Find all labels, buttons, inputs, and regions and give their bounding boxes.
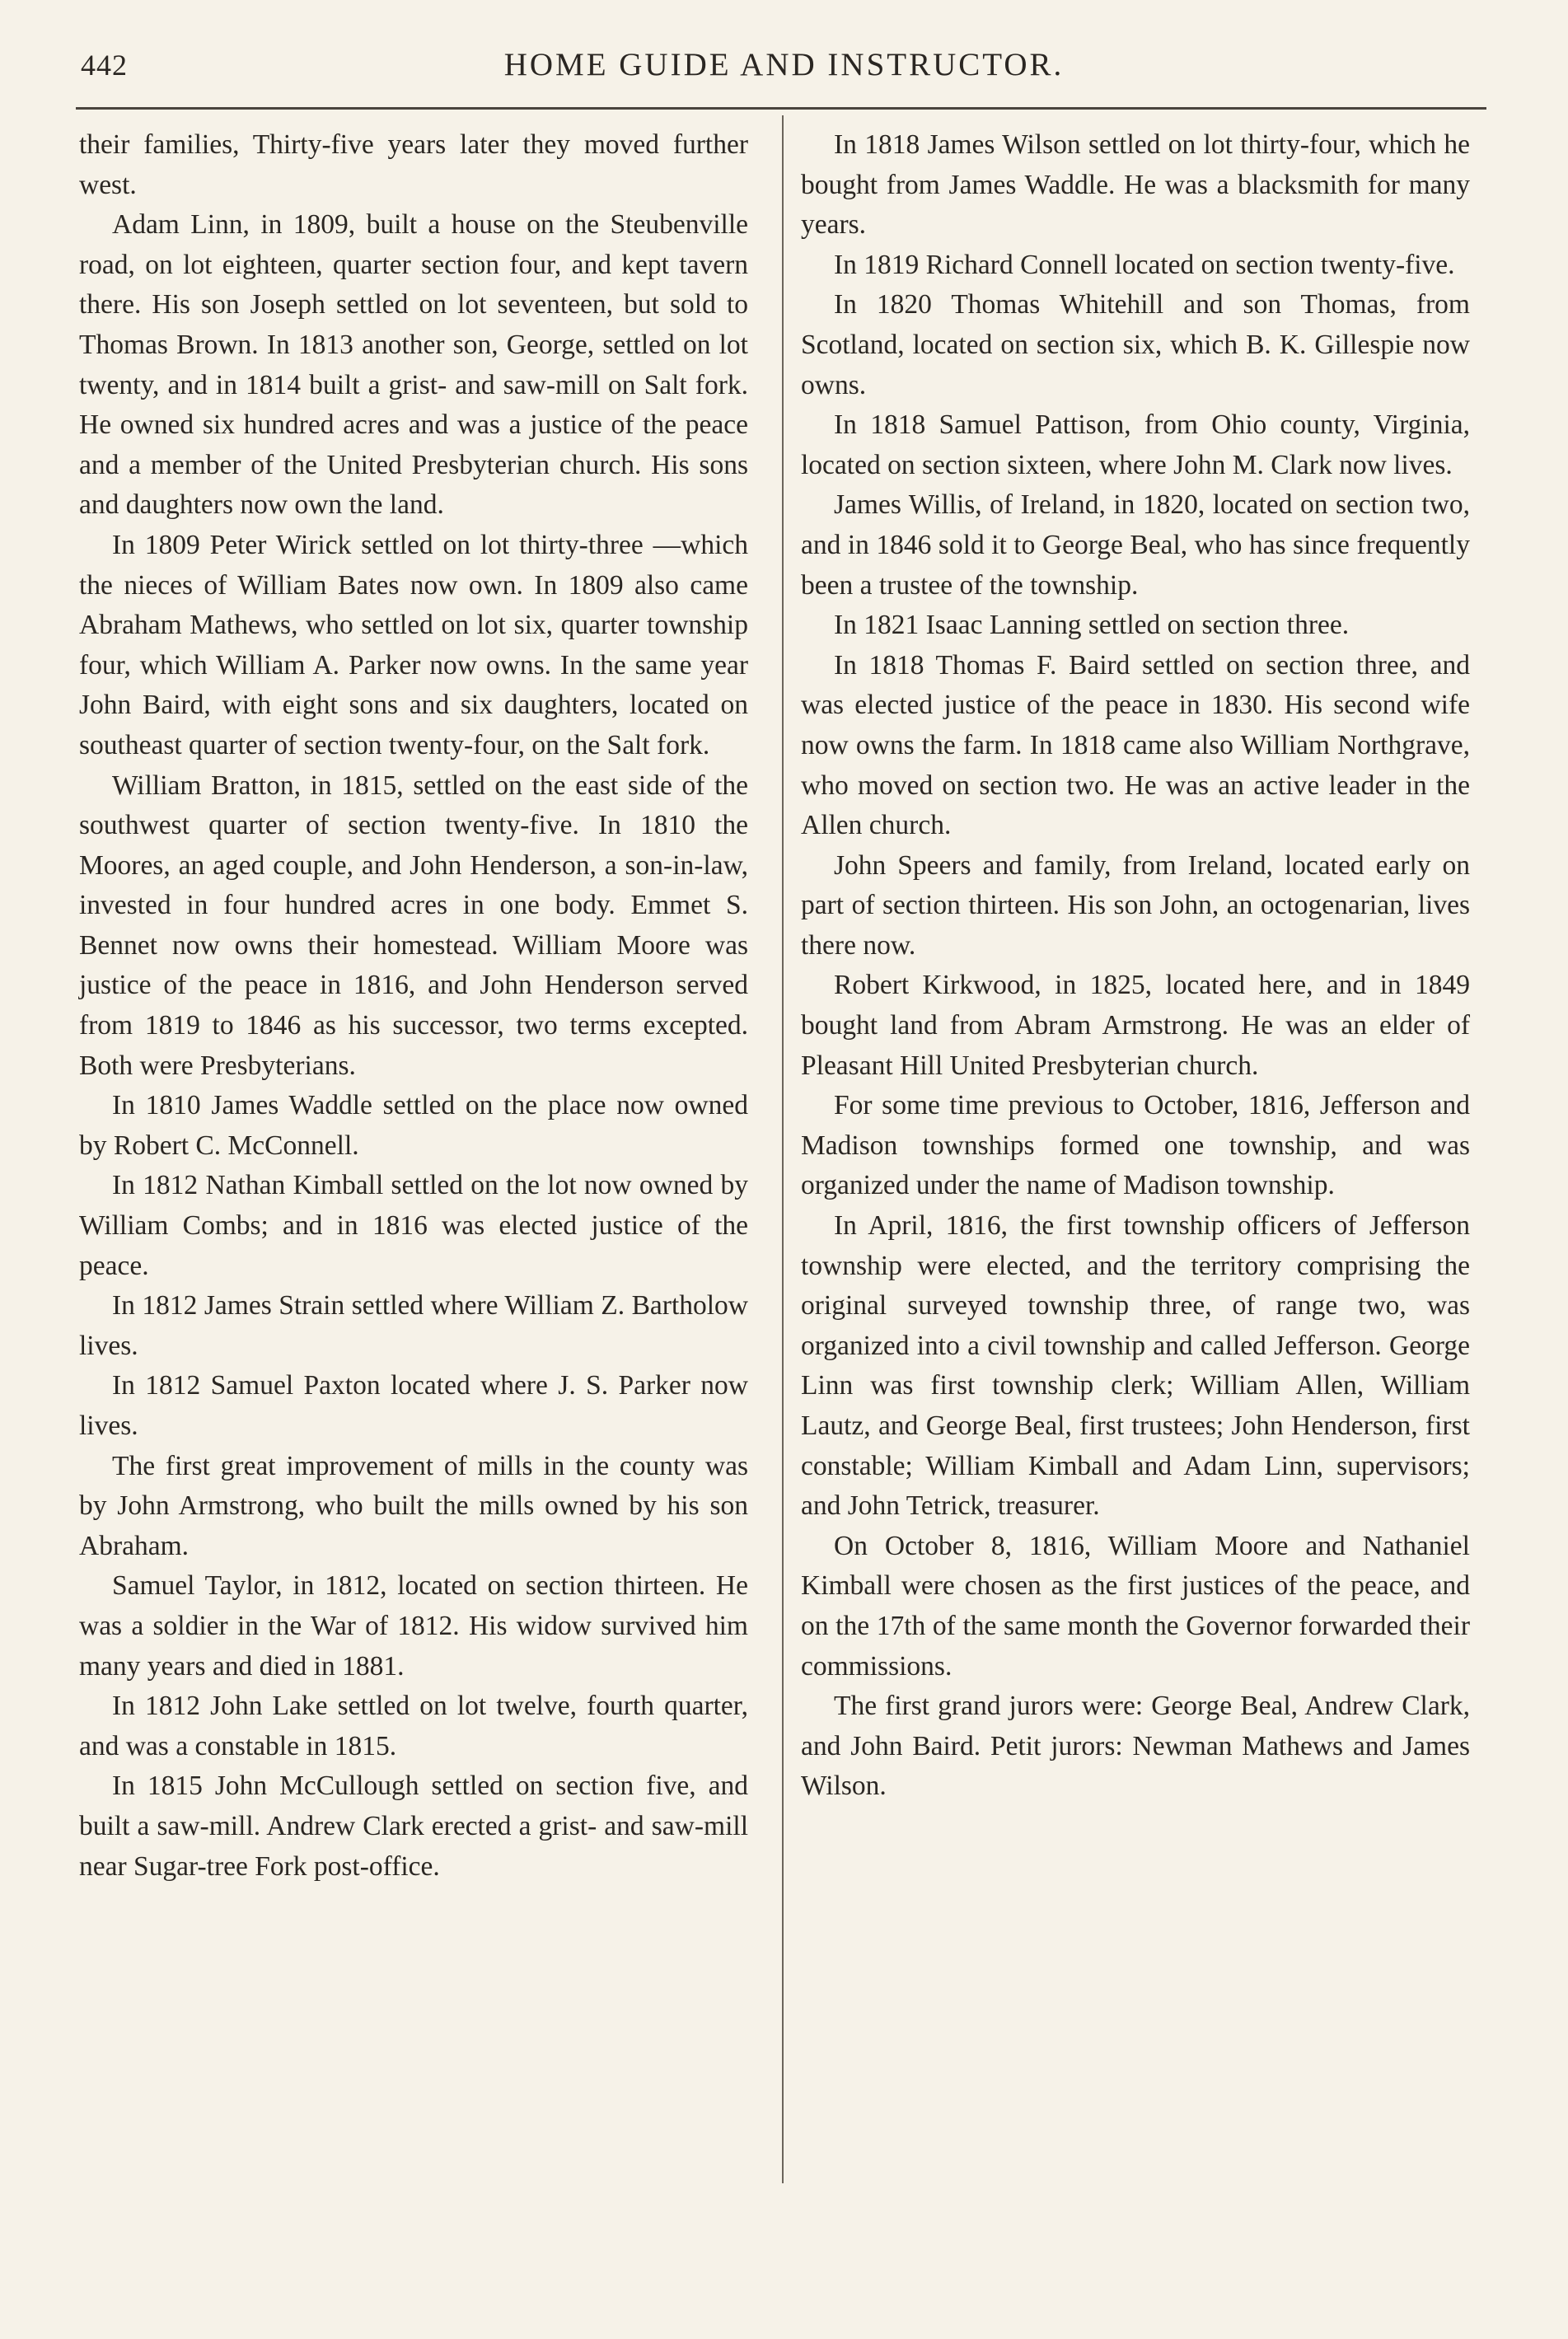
- paragraph: In 1821 Isaac Lanning settled on section three.: [834, 610, 1350, 641]
- paragraph: Samuel Taylor, in 1812, located on section thirteen. He was a soldier in the War of 1812. His widow survived him many years and died in 1881.: [79, 1570, 748, 1682]
- paragraph: The first great improvement of mills in the county was by John Armstrong, who built the mills owned by his son Abraham.: [79, 1450, 748, 1561]
- paragraph: In 1809 Peter Wirick settled on lot thirty-three —which the nieces of William Bates now own. In 1809 also came Abraham Mathews, who settled on lot six, quarter township four, which William A. Parker now owns. In the same year John Baird, with eight sons and six daughters, located on southeast quarter of section twenty-four, on the Salt fork.: [79, 529, 748, 760]
- paragraph: In 1812 Samuel Paxton located where J. S. Parker now lives.: [79, 1370, 748, 1441]
- paragraph: In 1812 John Lake settled on lot twelve, fourth quarter, and was a constable in 1815.: [79, 1691, 748, 1761]
- paragraph: In 1812 James Strain settled where William Z. Bartholow lives.: [79, 1290, 748, 1361]
- paragraph: In 1820 Thomas Whitehill and son Thomas, from Scotland, located on section six, which B. K. Gillespie now owns.: [801, 289, 1470, 400]
- paragraph: For some time previous to October, 1816, Jefferson and Madison townships formed one township, and was organized under the name of Madison township.: [801, 1090, 1470, 1201]
- paragraph: John Speers and family, from Ireland, located early on part of section thirteen. His son John, an octogenarian, lives there now.: [801, 849, 1470, 961]
- paragraph: In 1818 James Wilson settled on lot thirty-four, which he bought from James Waddle. He was a blacksmith for many years.: [801, 129, 1470, 241]
- page-number: 442: [81, 49, 128, 82]
- right-column: [801, 125, 1470, 1807]
- paragraph: In 1812 Nathan Kimball settled on the lot now owned by William Combs; and in 1816 was elected justice of the peace.: [79, 1170, 748, 1281]
- paragraph: The first grand jurors were: George Beal, Andrew Clark, and John Baird. Petit jurors: Newman Mathews and James Wilson.: [801, 1691, 1470, 1802]
- paragraph: In 1819 Richard Connell located on section twenty-five.: [834, 249, 1455, 280]
- paragraph: In April, 1816, the first township officers of Jefferson township were elected, and the territory comprising the original surveyed township three, of range two, was organized into a civil township and called Jefferson. George Linn was first township clerk; William Allen, William Lautz, and George Beal, first trustees; John Henderson, first constable; William Kimball and Adam Linn, supervisors; and John Tetrick, treasurer.: [801, 1210, 1470, 1522]
- paragraph: James Willis, of Ireland, in 1820, located on section two, and in 1846 sold it to George Beal, who has since frequently been a trustee of the township.: [801, 489, 1470, 601]
- paragraph: In 1818 Thomas F. Baird settled on section three, and was elected justice of the peace in 1830. His second wife now owns the farm. In 1818 came also William Northgrave, who moved on section two. He was an active leader in the Allen church.: [801, 649, 1470, 841]
- running-head: HOME GUIDE AND INSTRUCTOR.: [503, 47, 1065, 82]
- paragraph: In 1818 Samuel Pattison, from Ohio county, Virginia, located on section sixteen, where John M. Clark now lives.: [801, 409, 1470, 480]
- paragraph: In 1815 John McCullough settled on section five, and built a saw-mill. Andrew Clark erected a grist- and saw-mill near Sugar-tree Fork post-office.: [79, 1771, 748, 1882]
- left-column: [79, 125, 748, 1887]
- paragraph: On October 8, 1816, William Moore and Nathaniel Kimball were chosen as the first justices of the peace, and on the 17th of the same month the Governor forwarded their commissions.: [801, 1530, 1470, 1682]
- header-rule: [76, 107, 1486, 110]
- paragraph: Robert Kirkwood, in 1825, located here, and in 1849 bought land from Abram Armstrong. He was an elder of Pleasant Hill United Presbyterian church.: [801, 970, 1470, 1081]
- paragraph: William Bratton, in 1815, settled on the east side of the southwest quarter of section twenty-five. In 1810 the Moores, an aged couple, and John Henderson, a son-in-law, invested in four hundred acres in one body. Emmet S. Bennet now owns their homestead. William Moore was justice of the peace in 1816, and John Henderson served from 1819 to 1846 as his successor, two terms excepted. Both were Presbyterians.: [79, 770, 748, 1081]
- paragraph: Adam Linn, in 1809, built a house on the Steubenville road, on lot eighteen, quarter section four, and kept tavern there. His son Joseph settled on lot seventeen, but sold to Thomas Brown. In 1813 another son, George, settled on lot twenty, and in 1814 built a grist- and saw-mill on Salt fork. He owned six hundred acres and was a justice of the peace and a member of the United Presbyterian church. His sons and daughters now own the land.: [79, 209, 748, 521]
- paragraph: their families, Thirty-five years later they moved further west.: [79, 129, 748, 200]
- paragraph: In 1810 James Waddle settled on the place now owned by Robert C. McConnell.: [79, 1090, 748, 1161]
- column-divider: [782, 115, 784, 2183]
